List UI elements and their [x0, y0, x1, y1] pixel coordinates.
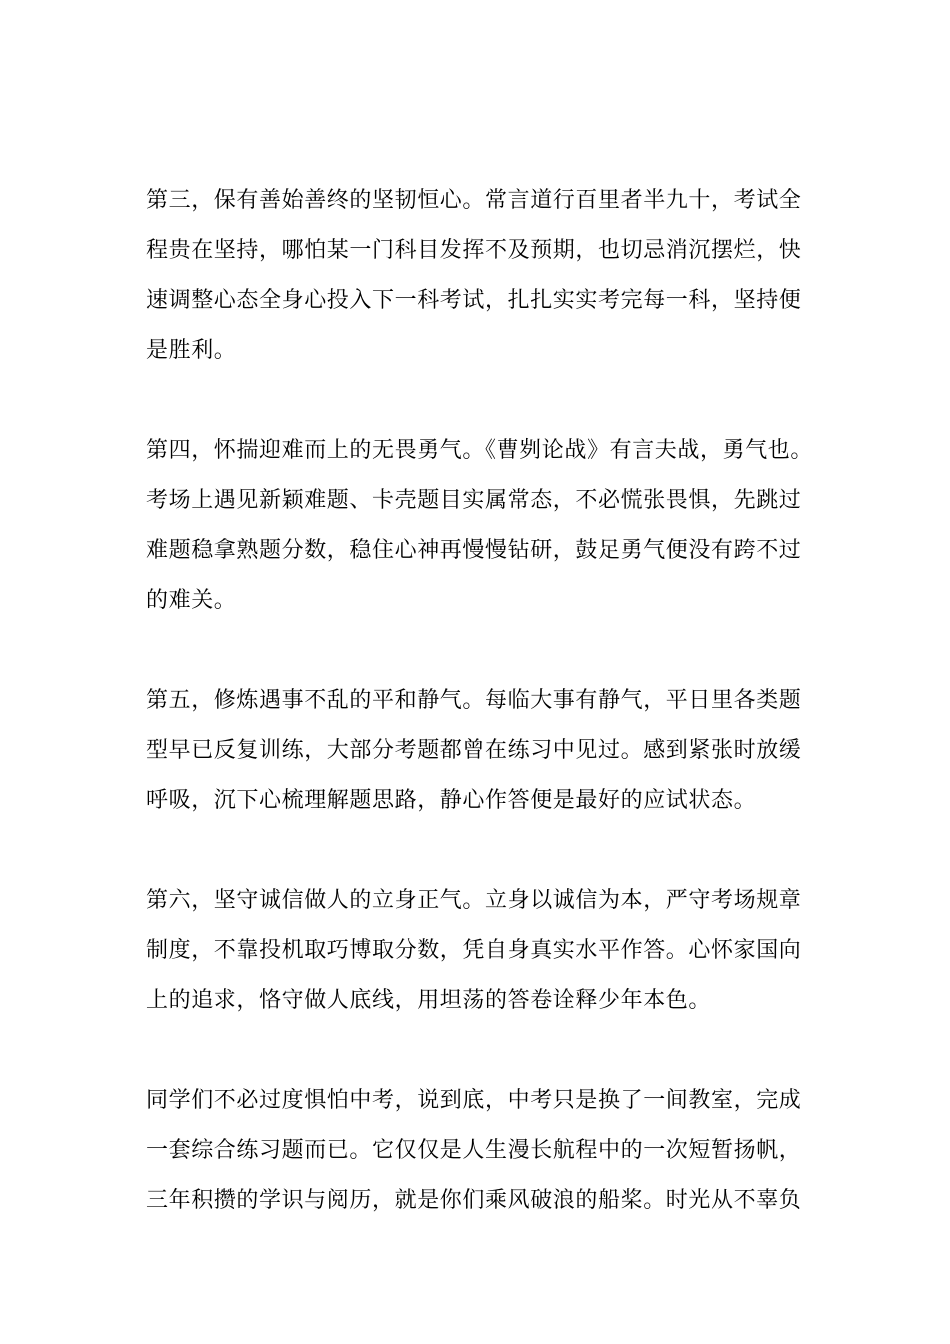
text-line: 一套综合练习题而已。它仅仅是人生漫长航程中的一次短暂扬帆， [146, 1138, 802, 1163]
text-line: 速调整心态全身心投入下一科考试，扎扎实实考完每一科，坚持便 [146, 288, 802, 313]
paragraph-closing [146, 1076, 826, 1226]
paragraph-calmness [146, 676, 826, 826]
text-line: 呼吸，沉下心梳理解题思路，静心作答便是最好的应试状态。 [146, 788, 757, 813]
text-line: 型早已反复训练，大部分考题都曾在练习中见过。感到紧张时放缓 [146, 738, 802, 763]
text-line: 制度，不靠投机取巧博取分数，凭自身真实水平作答。心怀家国向 [146, 938, 802, 963]
text-line: 第六，坚守诚信做人的立身正气。立身以诚信为本，严守考场规章 [146, 888, 802, 913]
text-line: 同学们不必过度惧怕中考，说到底，中考只是换了一间教室，完成 [146, 1088, 802, 1113]
paragraph-perseverance [146, 176, 826, 376]
text-line: 三年积攒的学识与阅历，就是你们乘风破浪的船桨。时光从不辜负 [146, 1188, 802, 1213]
text-line: 程贵在坚持，哪怕某一门科目发挥不及预期，也切忌消沉摆烂，快 [146, 238, 802, 263]
text-line: 是胜利。 [146, 338, 237, 363]
text-line: 考场上遇见新颖难题、卡壳题目实属常态，不必慌张畏惧，先跳过 [146, 488, 802, 513]
text-line: 难题稳拿熟题分数，稳住心神再慢慢钻研，鼓足勇气便没有跨不过 [146, 538, 802, 563]
paragraph-integrity [146, 876, 826, 1026]
text-line: 第五，修炼遇事不乱的平和静气。每临大事有静气，平日里各类题 [146, 688, 802, 713]
paragraph-courage [146, 426, 826, 626]
text-line: 第三，保有善始善终的坚韧恒心。常言道行百里者半九十，考试全 [146, 188, 802, 213]
text-line: 的难关。 [146, 588, 237, 613]
text-line: 第四，怀揣迎难而上的无畏勇气。《曹刿论战》有言夫战，勇气也。 [146, 438, 814, 463]
text-line: 上的追求，恪守做人底线，用坦荡的答卷诠释少年本色。 [146, 988, 712, 1013]
